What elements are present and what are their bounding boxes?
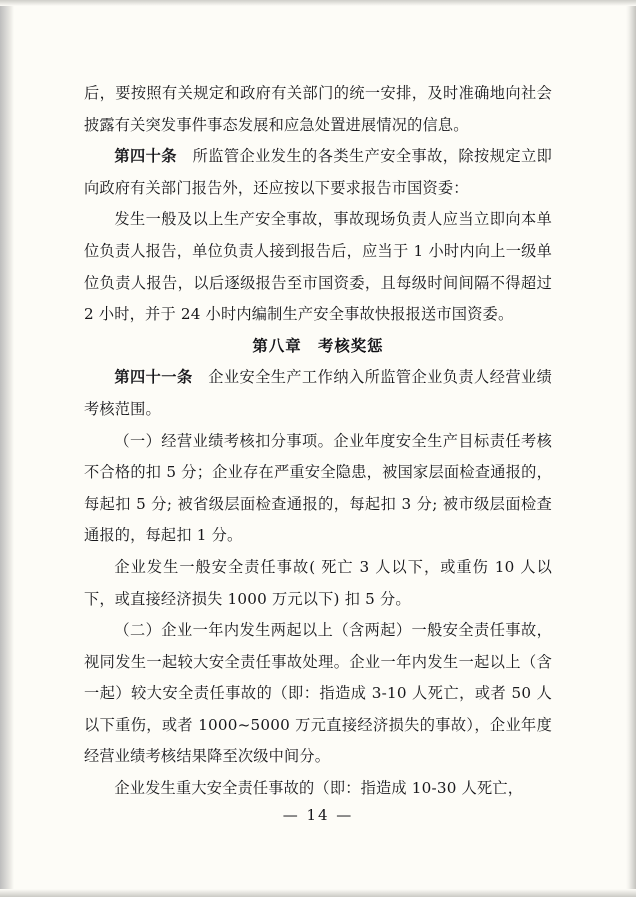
article-41-text: 企业安全生产工作纳入所监管企业负责人经营业绩考核范围。 xyxy=(84,368,552,418)
page-edge-shadow-right xyxy=(626,0,636,897)
paragraph-item-two: （二）企业一年内发生两起以上（含两起）一般安全责任事故，视同发生一起较大安全责任事故处理。企业一年内发生一起以上（含一起）较大安全责任事故的（即：指造成 3-10 人死亡，或者 50 人以下重伤，或者 1000~5000 万元直接经济损失的事故），企业年度经营业绩考核结果降至次级中间分。 xyxy=(84,621,552,766)
page-edge-shadow-top xyxy=(0,0,636,6)
page-text-column xyxy=(84,78,552,808)
chapter-heading-8: 第八章 考核奖惩 xyxy=(252,336,384,355)
article-40-text: 所监管企业发生的各类生产安全事故，除按规定立即向政府有关部门报告外，还应按以下要求报告市国资委： xyxy=(84,147,552,197)
page-edge-shadow-bottom xyxy=(0,889,636,897)
paragraph-major-accident: 企业发生重大安全责任事故的（即：指造成 10-30 人死亡， xyxy=(114,779,524,798)
paragraph-reporting-procedure: 发生一般及以上生产安全事故，事故现场负责人应当立即向本单位负责人报告，单位负责人接到报告后，应当于 1 小时内向上一级单位负责人报告，以后逐级报告至市国资委，且每级时间间隔不得超过 2 小时，并于 24 小时内编制生产安全事故快报报送市国资委。 xyxy=(84,210,552,324)
article-41 xyxy=(84,362,552,425)
article-40-label: 第四十条 xyxy=(114,147,177,166)
article-41-label: 第四十一条 xyxy=(114,368,193,387)
paragraph-item-one: （一）经营业绩考核扣分事项。企业年度安全生产目标责任考核不合格的扣 5 分；企业存在严重安全隐患，被国家层面检查通报的，每起扣 5 分; 被省级层面检查通报的，每起扣 3 分; 被市级层面检查通报的，每起扣 1 分。 xyxy=(84,431,552,545)
paragraph-general-accident: 企业发生一般安全责任事故( 死亡 3 人以下，或重伤 10 人以下，或直接经济损失 1000 万元以下) 扣 5 分。 xyxy=(84,557,552,608)
page-number: — 14 — xyxy=(282,806,354,824)
paragraph-continued: 后，要按照有关规定和政府有关部门的统一安排，及时准确地向社会披露有关突发事件事态发展和应急处置进展情况的信息。 xyxy=(84,84,552,134)
page-edge-shadow-left xyxy=(0,0,14,897)
article-40 xyxy=(84,141,552,204)
